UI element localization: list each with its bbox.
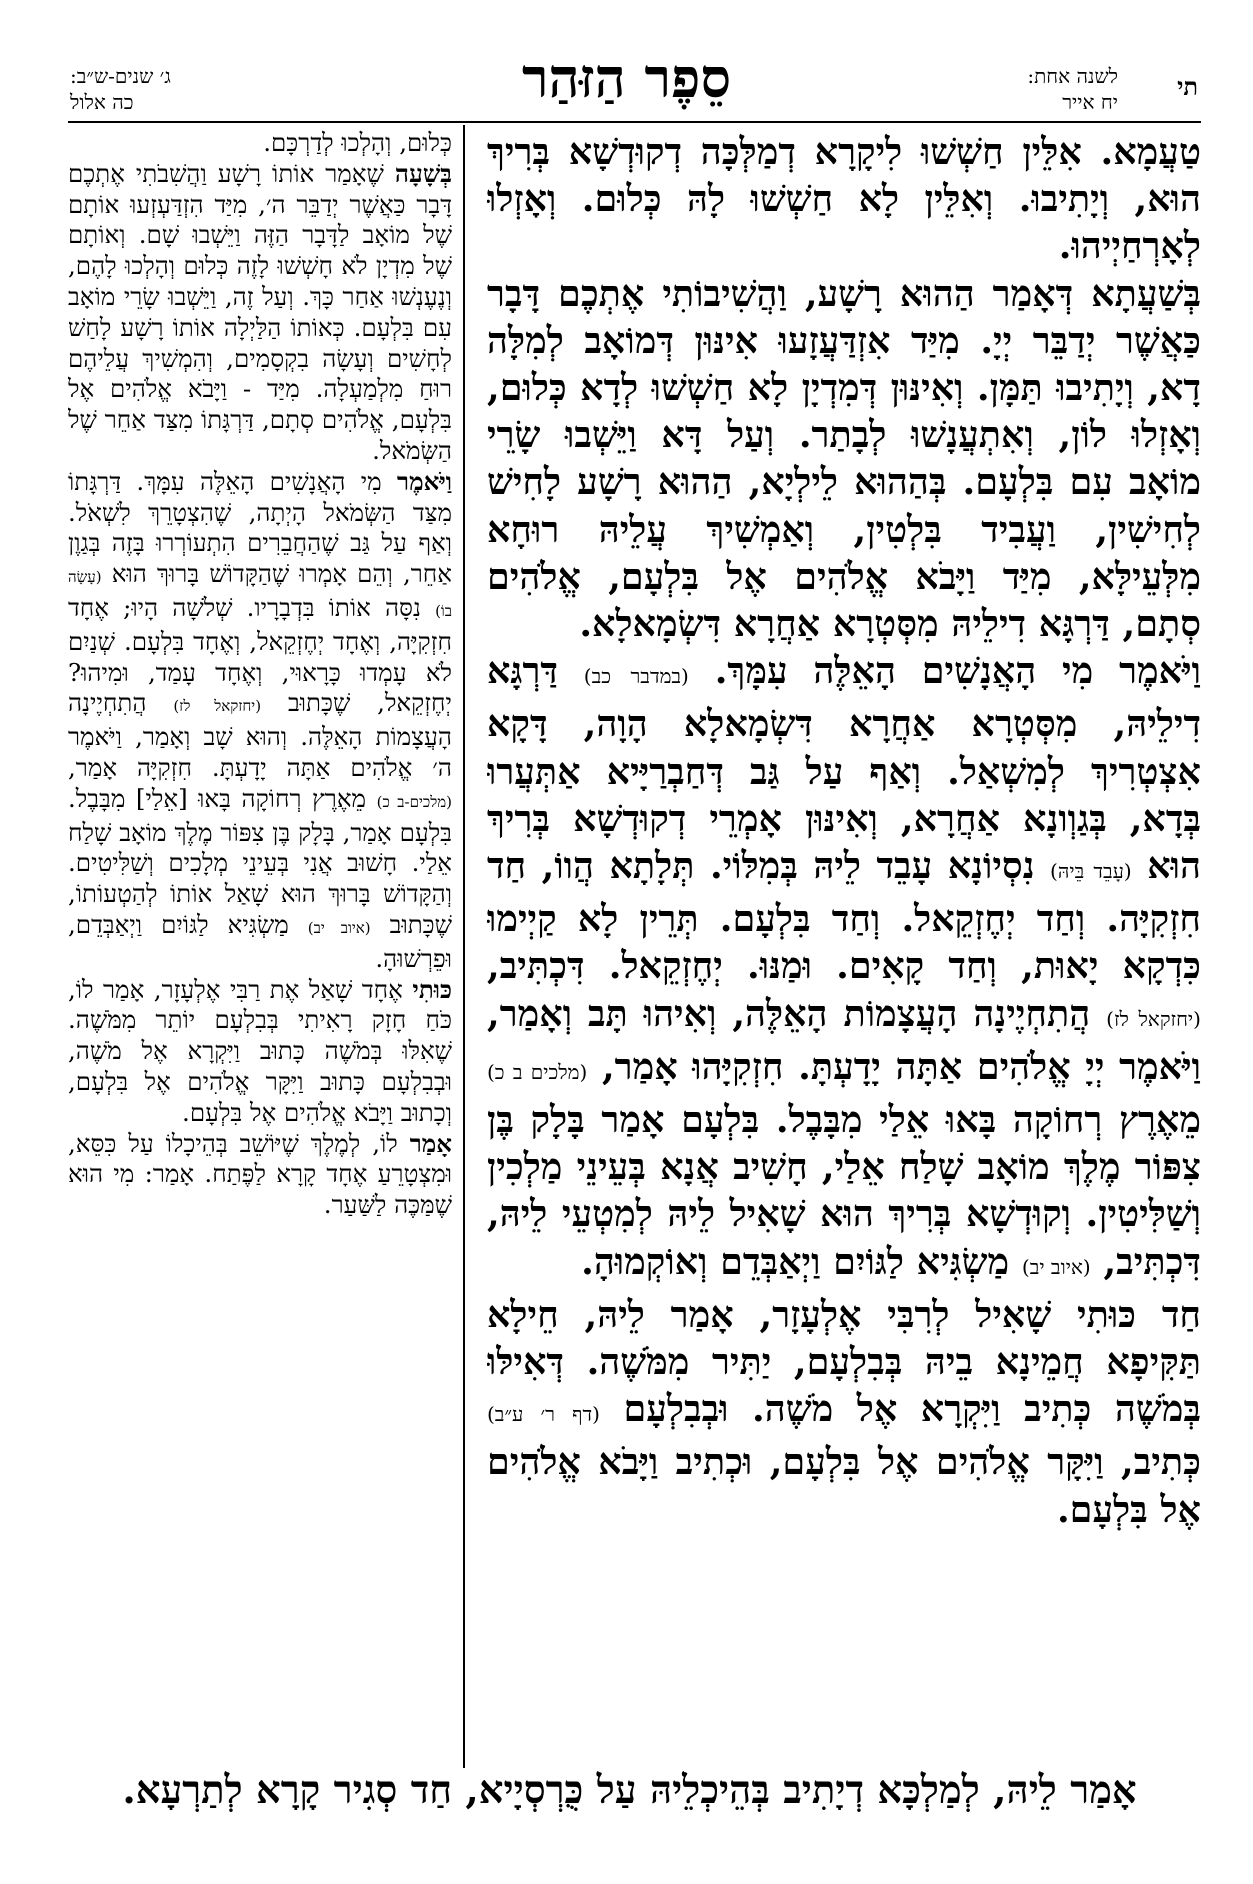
translation-text: שֶׁאָמַר אוֹתוֹ רָשָׁע וַהֲשִׁבֹתִי אֶתְכֶם דָּבָר כַּאֲשֶׁר יְדַבֵּר ה׳, מִיַּד הִזְדַּעְזְעוּ אוֹתָם שֶׁל מוֹאָב לַדָּבָר הַזֶּה וַיֵּשְׁבוּ שָׁם. וְאוֹתָם שֶׁל מִדְיָן לֹא חָשְׁשׁוּ לָזֶה כְּלוּם וְהָלְכוּ לָהֶם, וְנֶעֶנְשׁוּ אַחַר כָּךְ. וְעַל זֶה, וַיֵּשְׁבוּ שָׂרֵי מוֹאָב עִם בִּלְעָם. כְּאוֹתוֹ הַלַּיְלָה אוֹתוֹ רָשָׁע לָחַשׁ לְחָשִׁים וְעָשָׂה בִקְסָמִים, וְהִמְשִׁיךְ עֲלֵיהֶם רוּחַ מִלְמַעְלָה. מִיַּד - וַיָּבֹא אֱלֹהִים אֶל בִּלְעָם, אֱלֹהִים סְתָם, דַּרְגָּתוֹ מִצַּד אַחֵר שֶׁל הַשְּׂמֹאל. — [68, 158, 452, 465]
source-reference: (יחזקאל לז) — [1106, 1006, 1201, 1031]
book-title: סֵפֶר הַזּהַר — [521, 46, 732, 110]
paragraph-lead-word: אָמַר — [409, 1128, 452, 1158]
translation-column — [68, 128, 452, 1768]
translation-text: הֲתִחְיֶינָה הָעֲצָמוֹת הָאֵלֶּה. וְהוּא שָׁב וְאָמַר, וַיֹּאמֶר ה׳ אֱלֹהִים אַתָּה יָדָעְתָּ. חִזְקִיָּה אָמַר, — [68, 688, 452, 782]
main-paragraph-text: כְּתִיב, וַיִּקָּר אֱלֹהִים אֶל בִּלְעָם, וּכְתִיב וַיָּבֹא אֱלֹהִים אֶל בִּלְעָם. — [487, 1440, 1201, 1531]
translation-text: מֵאֶרֶץ רְחוֹקָה בָּאוּ [אֵלַי] מִבָּבֶל. בִּלְעָם אָמַר, בָּלָק בֶּן צִפּוֹר מֶלֶךְ מוֹאָב שָׁלַח אֵלַי. חָשׁוּב אֲנִי בְּעֵינֵי מְלָכִים וְשַׁלִּיטִים. וְהַקָּדוֹשׁ בָּרוּךְ הוּא שָׁאַל אוֹתוֹ לְהַטְעוֹתוֹ, שֶׁכָּתוּב — [68, 783, 452, 939]
translation-paragraph — [68, 159, 452, 467]
translation-paragraph — [68, 975, 452, 1129]
source-reference: (איוב יב) — [307, 918, 371, 937]
main-paragraph-text: נִסְיוֹנָא עָבֵד לֵיהּ בְּמִלּוֹי. תְּלָתָא הֲווֹ, חַד חִזְקִיָּה. וְחַד יְחֶזְקֵאל. וְחַד בִּלְעָם. תְּרֵין לָא קַיְימוּ כִּדְקָא יָאוּת, וְחַד קָאִים. וּמַנּוּ. יְחֶזְקֵאל. דִּכְתִּיב, — [487, 844, 1201, 988]
translation-paragraph — [68, 1129, 452, 1221]
reading-date-one-year: יח אייר — [1062, 90, 1118, 114]
paragraph-lead-word: וַיֹּאמֶר — [397, 466, 452, 496]
page-number: תי — [1177, 72, 1198, 101]
source-reference: (עָשָׂה בוֹ) — [68, 568, 452, 620]
bottom-line-text: אָמַר לֵיהּ, לְמַלְכָּא דְיָתִיב בְּהֵיכְלֵיהּ עַל כֻּרְסְיָיא, חַד סְגִיר קָרָא לְתַרְעָא. — [122, 1768, 1137, 1813]
translation-text: אֶחָד שָׁאַל אֶת רַבִּי אֶלְעָזָר, אָמַר לוֹ, כֹּחַ חָזָק רָאִיתִי בְּבִלְעָם יוֹתֵר מִמֹּשֶׁה. שֶׁאִלּוּ בְּמֹשֶׁה כָּתוּב וַיִּקְרָא אֶל מֹשֶׁה, וּבְבִלְעָם כָּתוּב וַיִּקָּר אֱלֹהִים אֶל בִּלְעָם, וְכָתוּב וַיָּבֹא אֱלֹהִים אֶל בִּלְעָם. — [68, 974, 452, 1127]
translation-text: מַשְׂגִּיא לַגּוֹיִם וַיְאַבְּדֵם, וּפֵרְשׁוּהָ. — [68, 909, 452, 973]
source-reference: (יחזקאל לז) — [173, 697, 262, 716]
main-paragraph-text: דַּרְגָּא דִילֵיהּ, מִסְּטְרָא אַחֲרָא דִּשְׂמָאלָא הָוָה, דָּקָא אִצְטְרִיךְ לְמִשְׁאַל. וְאַף עַל גַּב דְּחַבְרַיָּיא אַתְּעֲרוּ בְּדָא, בְּגַוְונָא אַחֲרָא, וְאִינּוּן אָמְרֵי דְקוּדְשָׁא בְּרִיךְ הוּא — [487, 649, 1201, 888]
paragraph-lead-word: בְּשָׁעָה — [394, 158, 452, 188]
source-reference: (איוב יב) — [1021, 1254, 1091, 1279]
paragraph-lead-word: כּוּתִי — [412, 974, 452, 1004]
source-reference: (במדבר כב) — [583, 664, 689, 689]
main-text-column — [487, 128, 1201, 1768]
translation-text: מִי הָאֲנָשִׁים הָאֵלֶּה עִמָּךְ. דַּרְגָּתוֹ מִצַּד הַשְּׂמֹאל הָיְתָה, שֶׁהִצְטָרֵךְ לִשְׁאֹל. וְאַף עַל גַּב שֶׁהַחֲבֵרִים הִתְעוֹרְרוּ בָּזֶה בְּגַוֶן אַחֵר, וְהֵם אָמְרוּ שֶׁהַקָּדוֹשׁ בָּרוּךְ הוּא — [68, 466, 452, 589]
translation-paragraph: כְּלוּם, וְהָלְכוּ לְדַרְכָּם. — [263, 128, 452, 157]
main-paragraph-text: הֲתִחְיֶינָה הָעֲצָמוֹת הָאֵלֶּה, וְאִיהוּ תָּב וְאָמַר, וַיֹּאמֶר יְיָ אֱלֹהִים אַתָּה יָדָעְתָּ. חִזְקִיָּהוּ אָמַר, — [487, 991, 1201, 1088]
page-reference: (דף ר׳ ע״ב) — [487, 1402, 600, 1427]
main-paragraph: טַעֲמָא. אִלֵּין חַשְׁשׁוּ לִיקָרָא דְמַלְּכָּה דְקוּדְשָׁא בְּרִיךְ הוּא, וְיָתִיבוּ. וְאִלֵּין לָא חַשְׁשׁוּ לָהּ כְּלוּם. וְאָזְלוּ לְאָרְחַיְיהוּ. — [487, 130, 1201, 268]
main-paragraph-text: חַד כּוּתִי שָׁאִיל לְרִבִּי אֶלְעָזָר, אָמַר לֵיהּ, חֵילָא תַּקִּיפָא חֲמֵינָא בֵיהּ בְּבִלְעָם, יַתִּיר מִמֹּשֶׁה. דְּאִילּוּ בְּמֹשֶׁה כְּתִיב וַיִּקְרָא אֶל מֹשֶׁה. וּבְבִלְעָם — [487, 1292, 1201, 1431]
main-paragraph-text: מַשְׂגִּיא לַגּוֹיִם וַיְאַבְּדֵם וְאוֹקְמוּהָ. — [581, 1239, 1010, 1283]
reading-schedule-one-year: לשנה אחת: — [1027, 64, 1118, 88]
main-paragraph — [487, 647, 1201, 1291]
main-paragraph — [487, 270, 1201, 648]
main-paragraph-text: בְּשַׁעֲתָא דְּאָמַר הַהוּא רָשָׁע, וַהֲשִׁיבוֹתִי אֶתְכֶם דָּבָר כַּאֲשֶׁר יְדַבֵּר יְיָ. מִיַּד אִזְדַּעֲזָעוּ אִינּוּן דְּמוֹאָב לְמִלָּה דָא, וְיָתִיבוּ תַּמָּן. וְאִינּוּן דְּמִדְיָן לָא חַשְׁשׁוּ לְדָא כְּלוּם, וְאָזְלוּ לוֹן, וְאִתְעֲנָשׁוּ לְבָתַר. וְעַל דָּא וַיֵּשְׁבוּ שָׂרֵי מוֹאָב עִם בִּלְעָם. בְּהַהוּא לֵילְיָא, הַהוּא רָשָׁע לָחִישׁ לְחִישִׁין, וַעֲבִיד בִּלְטִין, וְאַמְשִׁיךְ עֲלֵיהּ רוּחָא מִלְּעֵילָּא, מִיַּד וַיָּבֹא אֱלֹהִים אֶל בִּלְעָם, אֱלֹהִים סְתָם, דַּרְגָּא דִילֵיהּ מִסְּטְרָא אַחֲרָא דִּשְׂמָאלָא. — [487, 271, 1201, 646]
translation-text: נִסָּה אוֹתוֹ בִּדְבָרָיו. שְׁלֹשָׁה הָיוּ; אֶחָד חִזְקִיָּה, וְאֶחָד יְחֶזְקֵאל, וְאֶחָד בִּלְעָם. שְׁנַיִם לֹא עָמְדוּ כָּרָאוּי, וְאֶחָד עָמַד, וּמִיהוּ? יְחֶזְקֵאל, שֶׁכָּתוּב — [68, 592, 452, 718]
header-rule — [68, 121, 1201, 123]
source-reference: (מלכים-ב כ) — [376, 792, 452, 811]
source-reference: (מלכים ב כ) — [487, 1059, 588, 1084]
translation-paragraph — [68, 467, 452, 975]
reading-date-three-years: כה אלול — [70, 90, 134, 114]
verse-quote: וַיֹּאמֶר מִי הָאֲנָשִׁים הָאֵלֶּה עִמָּךְ. — [714, 649, 1201, 693]
reading-schedule-three-years: ג׳ שנים-ש״ב: — [70, 64, 171, 88]
source-reference: (עָבֵד בֵּיהּ) — [1050, 859, 1132, 884]
translation-text: לוֹ, לְמֶלֶךְ שֶׁיּוֹשֵׁב בְּהֵיכָלוֹ עַל כִּסֵּא, וּמִצְטָרֵעַ אֶחָד קָרָא לַפֶּתַח. אָמַר: מִי הוּא שֶׁמַּכֶּה לַשַּׁעַר. — [68, 1128, 452, 1220]
main-paragraph — [487, 1291, 1201, 1533]
main-paragraph-text: מֵאֶרֶץ רְחוֹקָה בָּאוּ אֵלַי מִבָּבֶל. בִּלְעָם אָמַר בָּלָק בֶּן צִפּוֹר מֶלֶךְ מוֹאָב שָׁלַח אֵלַי, חָשִׁיב אֲנָא בְּעֵינֵי מַלְכִין וְשַׁלִּיטִין. וְקוּדְשָׁא בְּרִיךְ הוּא שָׁאִיל לֵיהּ לְמִטְעֵי לֵיהּ, דִּכְתִּיב, — [487, 1098, 1201, 1283]
column-divider — [463, 125, 465, 1768]
